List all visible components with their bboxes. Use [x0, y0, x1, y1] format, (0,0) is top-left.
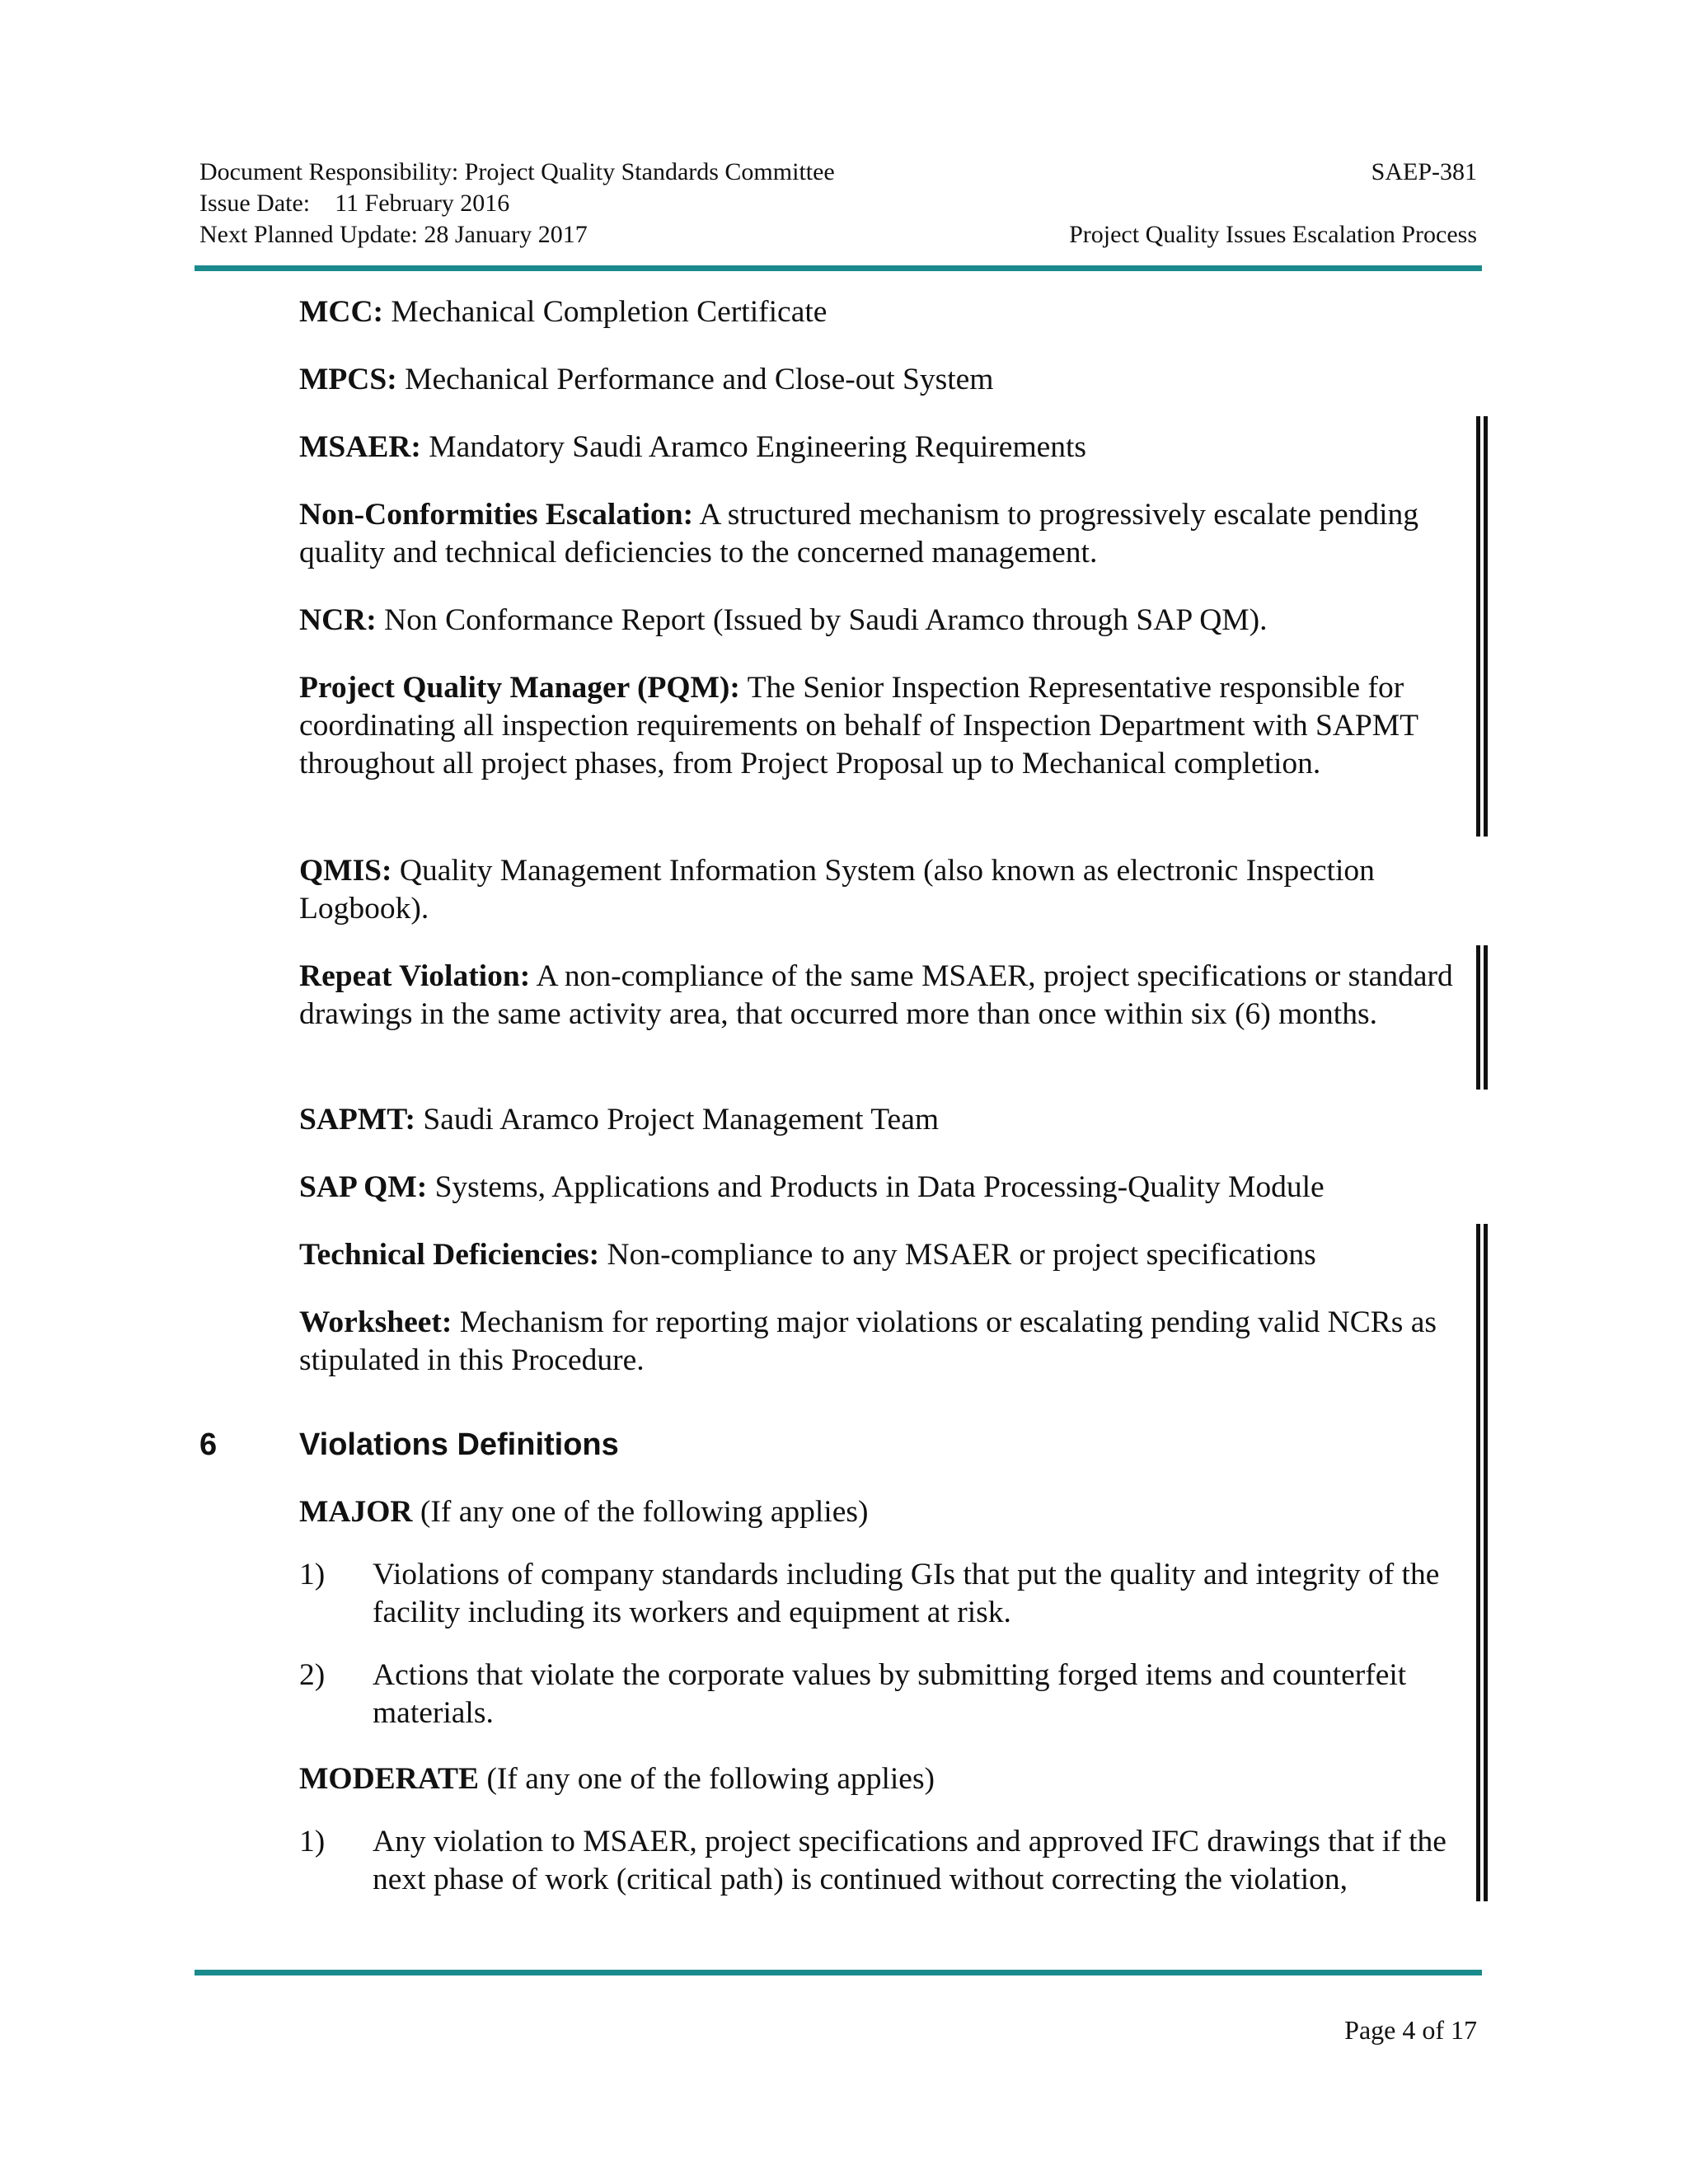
definition-term: Repeat Violation: [299, 959, 531, 993]
definition-mpcs [299, 361, 1478, 399]
definition-text: Systems, Applications and Products in Data Processing-Quality Module [427, 1170, 1325, 1204]
definition-term: MPCS: [299, 363, 397, 396]
definition-qmis [299, 852, 1478, 928]
moderate-item-1-number: 1) [299, 1825, 326, 1858]
header-rule [195, 265, 1482, 271]
definition-term: NCR: [299, 603, 377, 637]
definition-term: QMIS: [299, 854, 392, 888]
definition-ncr [299, 602, 1478, 640]
major-qualifier: (If any one of the following applies) [412, 1495, 869, 1529]
definition-term: SAPMT: [299, 1103, 415, 1137]
moderate-heading [299, 1760, 1478, 1798]
definition-text: Non Conformance Report (Issued by Saudi Aramco through SAP QM). [376, 603, 1268, 637]
definition-text: Mechanical Completion Certificate [383, 295, 828, 329]
major-item-1-number: 1) [299, 1558, 326, 1591]
definition-term: SAP QM: [299, 1170, 428, 1204]
major-item-2-number: 2) [299, 1658, 326, 1692]
definition-msaer [299, 429, 1478, 466]
definition-text: A non-compliance of the same MSAER, project specifications or standard drawings in the same activity area, that occurred more than once within six (6) months. [299, 959, 1453, 1031]
change-bar [1476, 1224, 1488, 1901]
change-bar [1476, 416, 1488, 837]
definition-text: Non-compliance to any MSAER or project specifications [599, 1238, 1316, 1272]
definition-term: Project Quality Manager (PQM): [299, 671, 740, 705]
definition-mcc [299, 293, 1478, 331]
definition-text: The Senior Inspection Representative responsible for coordinating all inspection requirements on behalf of Inspection Department with SAPMT throughout all project phases, from Project Proposal up to Mechanical completion. [299, 671, 1418, 780]
header-doc-number: SAEP-381 [1371, 158, 1477, 185]
major-item-2-text: Actions that violate the corporate values by submitting forged items and counterfeit materials. [373, 1658, 1407, 1730]
header-next-update: Next Planned Update: 28 January 2017 [199, 221, 588, 248]
definition-sap-qm [299, 1169, 1478, 1207]
definition-technical-deficiencies [299, 1236, 1478, 1274]
major-label: MAJOR [299, 1495, 413, 1529]
moderate-qualifier: (If any one of the following applies) [479, 1762, 935, 1796]
definition-text: Mechanism for reporting major violations or escalating pending valid NCRs as stipulated in this Procedure. [299, 1305, 1437, 1377]
definition-term: Technical Deficiencies: [299, 1238, 600, 1272]
section-number: 6 [199, 1427, 218, 1462]
definition-term: MSAER: [299, 430, 421, 464]
footer-rule [195, 1970, 1482, 1975]
definition-repeat-violation [299, 958, 1478, 1033]
major-item-1-text: Violations of company standards including GIs that put the quality and integrity of the facility including its workers and equipment at risk. [373, 1558, 1440, 1629]
header-issue-date: Issue Date: 11 February 2016 [199, 190, 510, 217]
definition-sapmt [299, 1101, 1478, 1139]
definition-text: Mandatory Saudi Aramco Engineering Requirements [420, 430, 1087, 464]
page-number: Page 4 of 17 [1344, 2015, 1477, 2045]
moderate-item-1-text: Any violation to MSAER, project specifications and approved IFC drawings that if the next phase of work (critical path) is continued without correcting the violation, [373, 1825, 1447, 1896]
definition-text: A structured mechanism to progressively escalate pending quality and technical deficiencies to the concerned management. [299, 498, 1419, 569]
definition-text: Saudi Aramco Project Management Team [415, 1103, 940, 1137]
definition-text: Quality Management Information System (also known as electronic Inspection Logbook). [299, 854, 1375, 926]
definition-worksheet [299, 1304, 1478, 1380]
major-heading [299, 1493, 1478, 1531]
definition-term: Non-Conformities Escalation: [299, 498, 694, 532]
section-title: Violations Definitions [299, 1427, 619, 1462]
change-bar [1476, 945, 1488, 1090]
definition-term: MCC: [299, 295, 384, 329]
header-responsibility: Document Responsibility: Project Quality Standards Committee [199, 158, 835, 185]
header-doc-title: Project Quality Issues Escalation Process [1069, 221, 1477, 248]
definition-text: Mechanical Performance and Close-out System [396, 363, 994, 396]
moderate-label: MODERATE [299, 1762, 480, 1796]
definition-term: Worksheet: [299, 1305, 452, 1339]
definition-pqm [299, 669, 1478, 783]
definition-non-conformities-escalation [299, 496, 1478, 572]
